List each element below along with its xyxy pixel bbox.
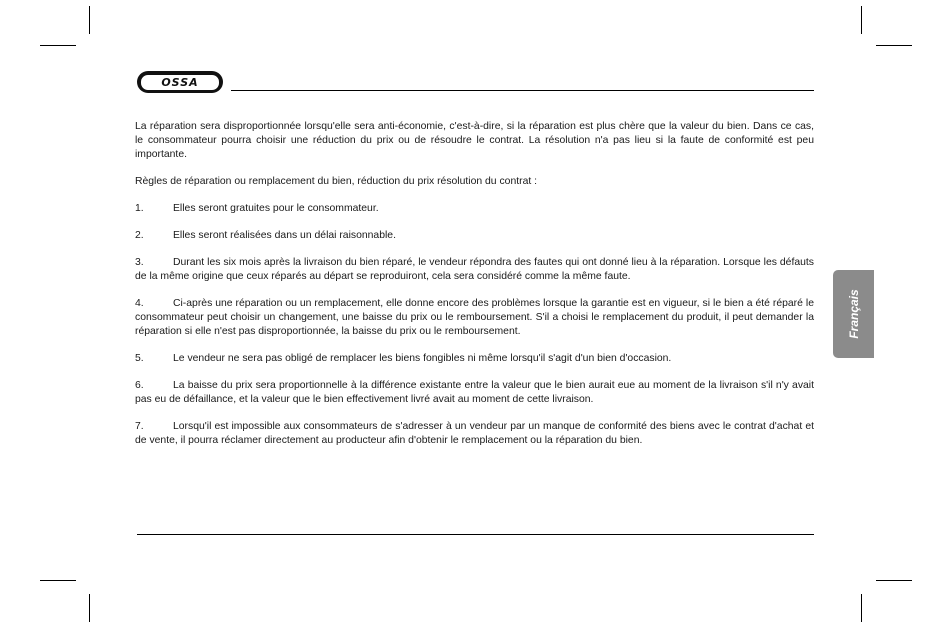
list-item-text: La baisse du prix sera proportionnelle à la différence existante entre la valeur que le bien aurait eue au moment de la livraison s'il n'y avait pas eu de défaillance, et la valeur que le bien effectivement livré avait au moment de cette livraison. — [135, 380, 814, 405]
rules-heading: Règles de réparation ou remplacement du bien, réduction du prix résolution du contrat : — [135, 176, 538, 187]
language-tab-label: Français — [846, 289, 861, 339]
crop-mark-top-left-h — [40, 45, 76, 46]
list-item-text: Le vendeur ne sera pas obligé de remplacer les biens fongibles ni même lorsqu'il s'agit d'un bien d'occasion. — [173, 353, 672, 364]
list-item — [135, 420, 814, 448]
list-item-number: 2. — [135, 230, 144, 241]
list-item-text: Elles seront réalisées dans un délai raisonnable. — [173, 230, 396, 241]
list-item-number: 3. — [135, 257, 144, 268]
list-item-text: Elles seront gratuites pour le consommateur. — [173, 203, 379, 214]
list-item-text: Durant les six mois après la livraison du bien réparé, le vendeur répondra des fautes qui ont donné lieu à la réparation. Lorsque les défauts de la même origine que ceux réparés au départ se reproduiront, cela sera considéré comme la même faute. — [135, 257, 814, 282]
list-item-number: 6. — [135, 380, 144, 391]
list-item — [135, 229, 814, 243]
crop-mark-top-right-v — [861, 6, 862, 34]
header-rule — [231, 90, 814, 91]
list-item-number: 4. — [135, 298, 144, 309]
list-item — [135, 352, 814, 366]
list-item — [135, 379, 814, 407]
list-item-number: 5. — [135, 353, 144, 364]
list-item — [135, 297, 814, 339]
ossa-logo-badge — [140, 74, 220, 91]
ossa-logo-text: OSSA — [161, 75, 199, 89]
crop-mark-bottom-left-h — [40, 580, 76, 581]
crop-mark-top-left-v — [89, 6, 90, 34]
crop-mark-bottom-left-v — [89, 594, 90, 622]
document-body — [135, 120, 814, 461]
crop-mark-bottom-right-h — [876, 580, 912, 581]
footer-rule — [137, 534, 814, 535]
list-item-number: 7. — [135, 421, 144, 432]
intro-paragraph: La réparation sera disproportionnée lorsqu'elle sera anti-économie, c'est-à-dire, si la réparation est plus chère que la valeur du bien. Dans ce cas, le consommateur pourra choisir une réduction du prix ou de résoudre le contrat. La résolution n'a pas lieu si la faute de conformité est peu importante. — [135, 121, 814, 160]
language-side-tab — [833, 270, 874, 358]
list-item-text: Ci-après une réparation ou un remplacement, elle donne encore des problèmes lorsque la garantie est en vigueur, si le bien a été réparé le consommateur peut choisir un changement, une baisse du prix ou le remboursement. S'il a choisi le remplacement du produit, il peut demander la réparation si elle n'est pas disproportionnée, la baisse du prix ou le remboursement. — [135, 298, 814, 337]
crop-mark-top-right-h — [876, 45, 912, 46]
list-item — [135, 202, 814, 216]
list-item-text: Lorsqu'il est impossible aux consommateurs de s'adresser à un vendeur par un manque de conformité des biens avec le contrat d'achat et de vente, il pourra réclamer directement au producteur afin d'obtenir le remplacement ou la réparation du bien. — [135, 421, 814, 446]
crop-mark-bottom-right-v — [861, 594, 862, 622]
list-item-number: 1. — [135, 203, 144, 214]
list-item — [135, 256, 814, 284]
ossa-logo — [137, 71, 223, 93]
